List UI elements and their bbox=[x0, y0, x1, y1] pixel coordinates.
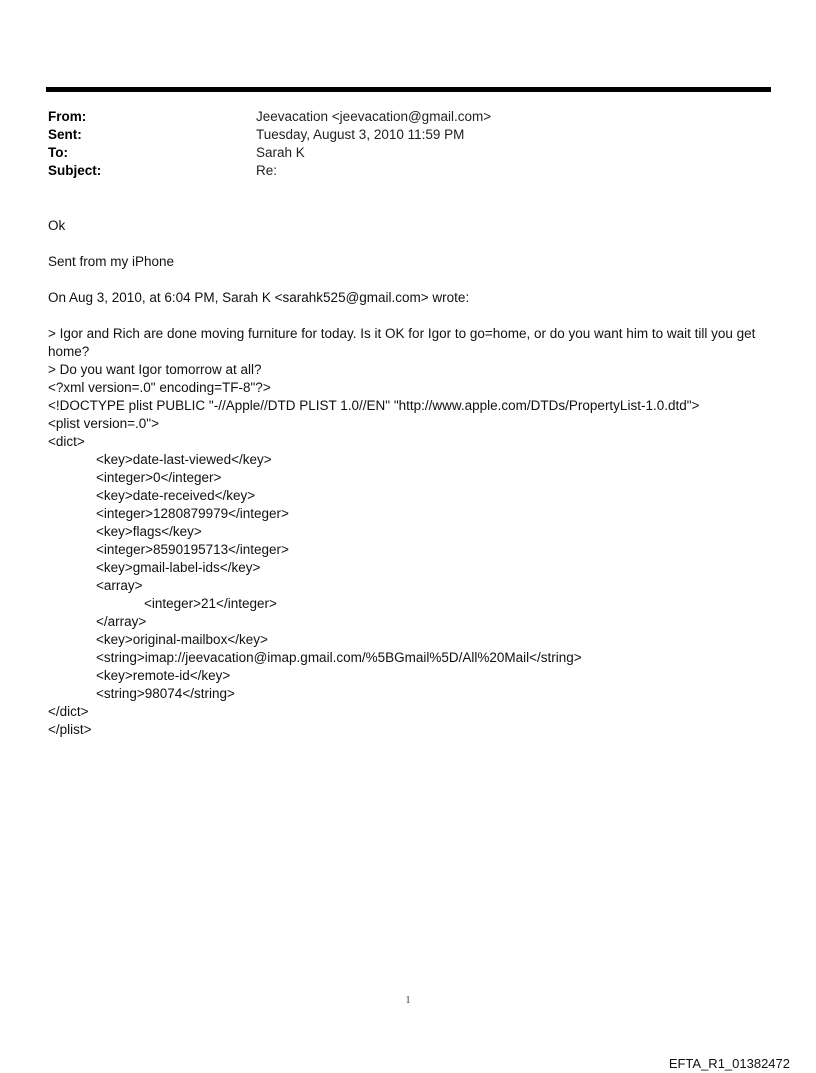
email-body bbox=[48, 217, 773, 739]
xml-line: <integer>21</integer> bbox=[144, 596, 277, 611]
document-id: EFTA_R1_01382472 bbox=[668, 1056, 790, 1071]
xml-line: <string>98074</string> bbox=[96, 686, 235, 701]
sent-label: Sent: bbox=[48, 127, 82, 142]
xml-line: <key>flags</key> bbox=[96, 524, 202, 539]
sent-value: Tuesday, August 3, 2010 11:59 PM bbox=[256, 127, 465, 142]
from-row bbox=[48, 108, 748, 126]
xml-line: <string>imap://jeevacation@imap.gmail.com/%5BGmail%5D/All%20Mail</string> bbox=[96, 650, 582, 665]
xml-line: <key>original-mailbox</key> bbox=[96, 632, 268, 647]
xml-line: <key>date-last-viewed</key> bbox=[96, 452, 272, 467]
xml-line: </dict> bbox=[48, 704, 89, 719]
page-number: 1 bbox=[405, 995, 411, 1006]
from-label: From: bbox=[48, 109, 87, 124]
header-rule bbox=[46, 87, 771, 92]
attribution-text: On Aug 3, 2010, at 6:04 PM, Sarah K <sarahk525@gmail.com> wrote: bbox=[48, 290, 470, 305]
signature-text: Sent from my iPhone bbox=[48, 254, 175, 269]
from-value: Jeevacation <jeevacation@gmail.com> bbox=[256, 109, 492, 124]
xml-line: </plist> bbox=[48, 722, 92, 737]
xml-line: <plist version=.0"> bbox=[48, 416, 159, 431]
xml-line: <key>date-received</key> bbox=[96, 488, 256, 503]
quoted-line-2: > Do you want Igor tomorrow at all? bbox=[48, 362, 262, 377]
to-label: To: bbox=[48, 145, 68, 160]
to-row bbox=[48, 144, 748, 162]
xml-line: <integer>1280879979</integer> bbox=[96, 506, 289, 521]
xml-line: </array> bbox=[96, 614, 147, 629]
xml-line: <?xml version=.0" encoding=TF-8"?> bbox=[48, 380, 271, 395]
subject-row bbox=[48, 162, 748, 180]
subject-value: Re: bbox=[256, 163, 278, 178]
xml-line: <!DOCTYPE plist PUBLIC "-//Apple//DTD PLIST 1.0//EN" "http://www.apple.com/DTDs/PropertyList-1.0.dtd"> bbox=[48, 398, 700, 413]
xml-line: <array> bbox=[96, 578, 143, 593]
xml-line: <integer>0</integer> bbox=[96, 470, 222, 485]
quoted-line-1: > Igor and Rich are done moving furniture for today. Is it OK for Igor to go=home, or do you want him to wait till you get home? bbox=[48, 326, 756, 359]
subject-label: Subject: bbox=[48, 163, 102, 178]
xml-line: <key>remote-id</key> bbox=[96, 668, 231, 683]
xml-line: <dict> bbox=[48, 434, 85, 449]
to-value: Sarah K bbox=[256, 145, 305, 160]
reply-text: Ok bbox=[48, 218, 66, 233]
email-header bbox=[48, 108, 748, 180]
xml-plist-block bbox=[48, 379, 773, 739]
xml-line: <integer>8590195713</integer> bbox=[96, 542, 289, 557]
xml-line: <key>gmail-label-ids</key> bbox=[96, 560, 261, 575]
sent-row bbox=[48, 126, 748, 144]
